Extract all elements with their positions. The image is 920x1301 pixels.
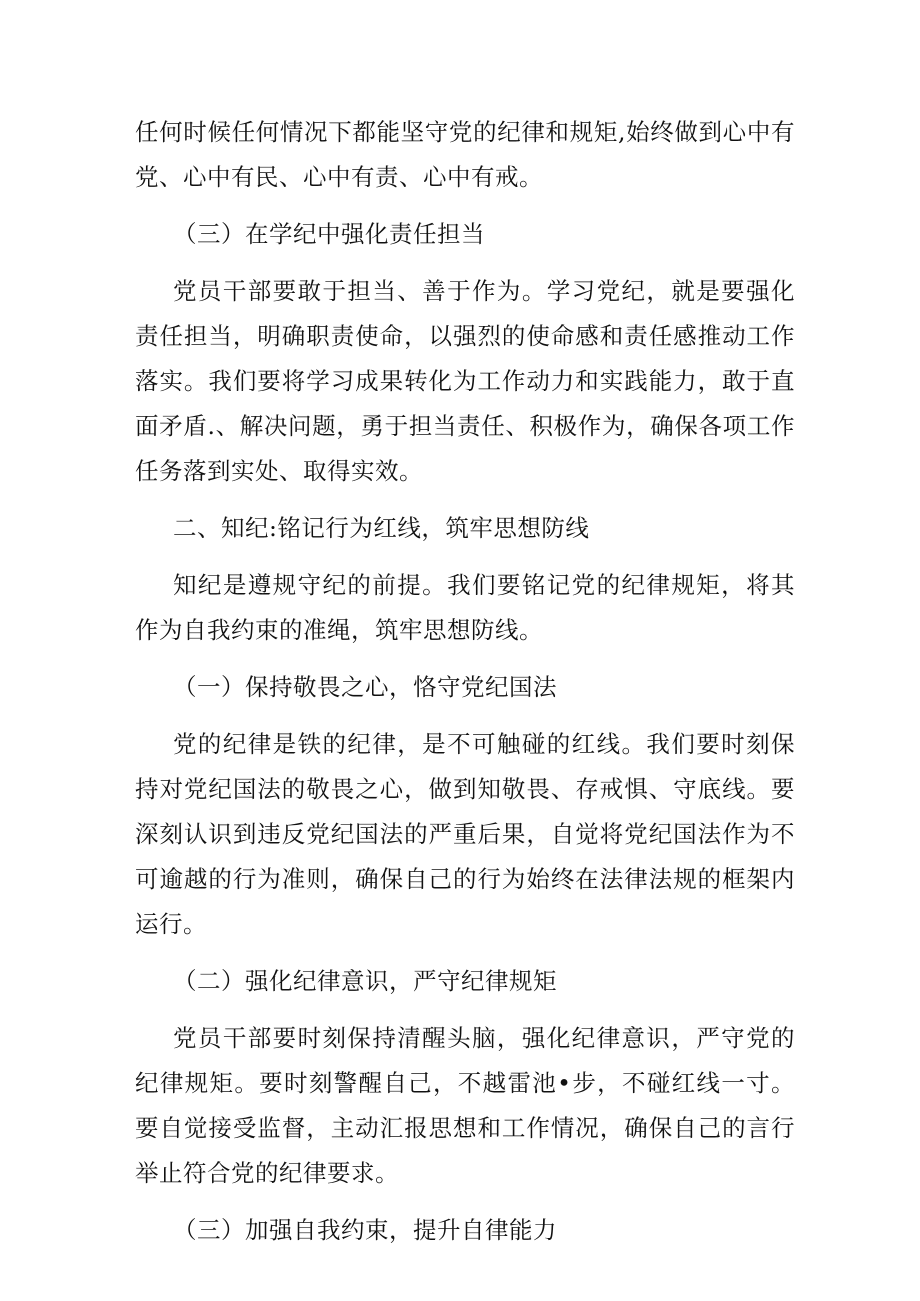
subheading-discipline-awareness: （二）强化纪律意识，严守纪律规矩 bbox=[173, 967, 557, 995]
subheading-reverence: （一）保持敬畏之心，恪守党纪国法 bbox=[173, 673, 557, 701]
paragraph-know-discipline: 知纪是遵规守纪的前提。我们要铭记党的纪律规矩，将其作为自我约束的准绳，筑牢思想防线。 bbox=[135, 571, 795, 644]
paragraph-discipline-awareness: 党员干部要时刻保持清醒头脑，强化纪律意识，严守党的纪律规矩。要时刻警醒自己，不越雷池•步，不碰红线一寸。要自觉接受监督，主动汇报思想和工作情况，确保自己的言行举止符合党的纪律要求。 bbox=[135, 1024, 795, 1187]
paragraph-continued: 任何时候任何情况下都能坚守党的纪律和规矩,始终做到心中有党、心中有民、心中有责、心中有戒。 bbox=[135, 118, 795, 191]
paragraph-responsibility: 党员干部要敢于担当、善于作为。学习党纪，就是要强化责任担当，明确职责使命，以强烈的使命感和责任感推动工作落实。我们要将学习成果转化为工作动力和实践能力，敢于直面矛盾.、解决问题，勇于担当责任、积极作为，确保各项工作任务落到实处、取得实效。 bbox=[135, 277, 795, 485]
paragraph-reverence: 党的纪律是铁的纪律，是不可触碰的红线。我们要时刻保持对党纪国法的敬畏之心，做到知敬畏、存戒惧、守底线。要深刻认识到违反党纪国法的严重后果，自觉将党纪国法作为不可逾越的行为准则，确保自己的行为始终在法律法规的框架内运行。 bbox=[135, 730, 795, 938]
document-body bbox=[135, 110, 795, 1265]
subheading-self-restraint: （三）加强自我约束，提升自律能力 bbox=[173, 1216, 557, 1244]
subheading-learn-responsibility: （三）在学纪中强化责任担当 bbox=[173, 220, 485, 248]
section-heading-know-discipline: 二、知纪:铭记行为红线，筑牢思想防线 bbox=[173, 514, 590, 542]
